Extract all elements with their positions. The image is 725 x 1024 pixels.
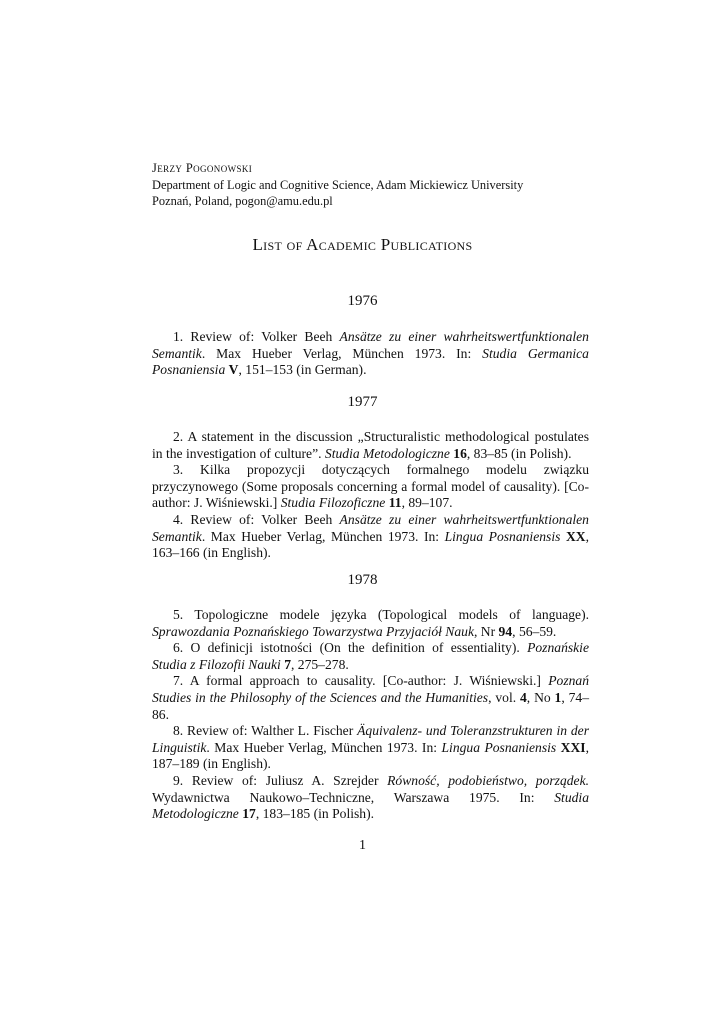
entry-italic-text: Ansätze zu einer wahrheitswertfunktionalen Semantik: [152, 511, 589, 544]
entry-text: 9. Review of: Juliusz A. Szrejder: [173, 772, 388, 788]
entry-text: 1. Review of: Volker Beeh: [173, 329, 340, 344]
entry-italic-text: Ansätze zu einer wahrheitswertfunktionalen Semantik: [152, 329, 589, 361]
publication-entry: [152, 723, 589, 773]
entry-italic-text: Sprawozdania Poznańskiego Towarzystwa Przyjaciół Nauk: [152, 623, 474, 639]
entry-text: . Max Hueber Verlag, München 1973. In:: [206, 739, 442, 755]
entry-bold-text: 7: [284, 656, 291, 672]
publication-entry: [152, 462, 589, 512]
entry-text: , 56–59.: [512, 623, 557, 639]
entry-italic-text: Równość, podobieństwo, porządek.: [387, 772, 590, 788]
entry-text: 2. A statement in the discussion „Structuralistic methodological postulates in the investigation of culture”.: [152, 429, 589, 461]
publication-entry: [152, 607, 589, 640]
publication-entry: [152, 429, 589, 462]
author-affiliation: Department of Logic and Cognitive Science, Adam Mickiewicz University: [152, 177, 524, 192]
entry-bold-text: 1: [554, 689, 562, 705]
entry-bold-text: 94: [498, 623, 513, 639]
entry-text: , Nr: [474, 623, 499, 639]
entry-text: 7. A formal approach to causality. [Co-author: J. Wiśniewski.]: [173, 673, 549, 689]
year-heading: 1976: [347, 293, 378, 309]
entry-italic-text: Lingua Posnaniensis: [441, 739, 557, 755]
author-header: [152, 160, 523, 210]
entry-text: 8. Review of: Walther L. Fischer: [173, 723, 358, 739]
entry-text: 4. Review of: Volker Beeh: [173, 511, 340, 527]
entry-italic-text: Lingua Posnaniensis: [444, 528, 561, 544]
publication-entry: [152, 673, 589, 723]
entry-bold-text: XX: [565, 528, 586, 544]
publication-entry: [152, 640, 589, 673]
entry-text: Wydawnictwa Naukowo–Techniczne, Warszawa 1975. In:: [152, 789, 555, 805]
publication-list: [152, 329, 589, 379]
entry-bold-text: V: [228, 362, 239, 378]
page-title: List of Academic Publications: [252, 235, 473, 254]
entry-bold-text: 16: [453, 445, 467, 461]
entry-text: . Max Hueber Verlag, München 1973. In:: [201, 528, 445, 544]
entry-text: , No: [526, 689, 555, 705]
publication-entry: [152, 773, 589, 823]
entry-text: , vol.: [488, 689, 520, 705]
entry-text: , 275–278.: [290, 656, 349, 672]
year-heading: 1977: [347, 394, 378, 410]
entry-bold-text: 11: [388, 495, 402, 511]
entry-italic-text: Studia Metodologiczne: [152, 789, 589, 822]
author-address: Poznań, Poland, pogon@amu.edu.pl: [152, 194, 333, 208]
entry-text: , 187–189 (in English).: [152, 739, 589, 772]
entry-text: , 183–185 (in Polish).: [255, 806, 375, 822]
entry-text: , 89–107.: [401, 495, 453, 511]
entry-italic-text: Äquivalenz- und Toleranzstrukturen in der Linguistik: [152, 723, 590, 755]
entry-bold-text: 4: [520, 689, 527, 705]
publication-list: [152, 607, 589, 823]
entry-italic-text: Studia Filozoficzne: [280, 495, 386, 511]
entry-text: 6. O definicji istotności (On the definition of essentiality).: [173, 640, 528, 656]
entry-text: , 163–166 (in English).: [152, 528, 589, 561]
publication-entry: [152, 512, 589, 562]
entry-text: . Max Hueber Verlag, München 1973. In:: [201, 345, 483, 361]
year-heading: 1978: [347, 572, 378, 588]
author-name: Jerzy Pogonowski: [152, 161, 253, 175]
entry-text: 5. Topologiczne modele języka (Topological models of language).: [173, 607, 589, 622]
publication-entry: [152, 329, 589, 379]
entry-italic-text: Poznań Studies in the Philosophy of the Sciences and the Humanities: [152, 673, 589, 705]
entry-italic-text: Poznańskie Studia z Filozofii Nauki: [152, 640, 589, 672]
publication-list: [152, 429, 589, 562]
entry-text: , 83–85 (in Polish).: [466, 445, 572, 461]
page-number: 1: [359, 838, 366, 853]
entry-text: , 74–86.: [152, 689, 590, 722]
entry-text: 3. Kilka propozycji dotyczących formalnego modelu związku przyczynowego (Some proposals concerning a formal model of causality). [Co-author: J. Wiśniewski.]: [152, 462, 589, 511]
entry-bold-text: 17: [242, 806, 256, 822]
entry-text: , 151–153 (in German).: [238, 362, 367, 378]
entry-italic-text: Studia Metodologiczne: [324, 445, 450, 461]
entry-italic-text: Studia Germanica Posnaniensia: [152, 345, 589, 378]
entry-bold-text: XXI: [560, 739, 586, 755]
